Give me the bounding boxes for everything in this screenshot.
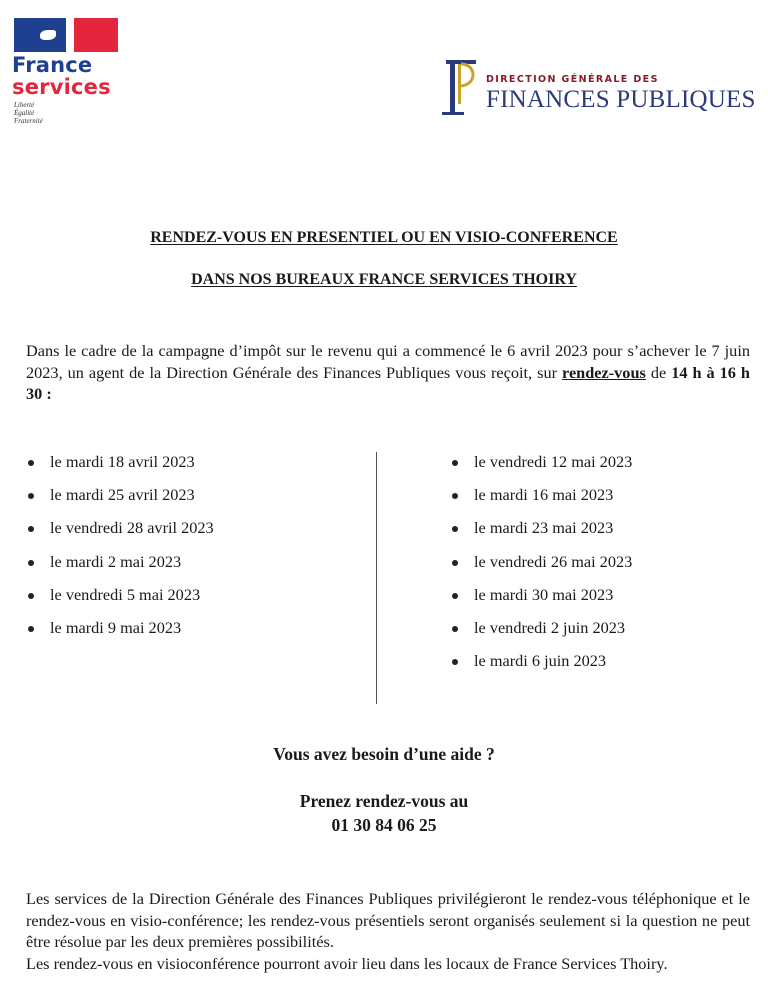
page-title: RENDEZ-VOUS EN PRESENTIEL OU EN VISIO-CONFERENCE bbox=[150, 229, 618, 246]
logo-word-france: France bbox=[12, 53, 93, 77]
dates-list-left bbox=[24, 450, 344, 649]
dates-list-right bbox=[448, 450, 748, 682]
rendez-vous-emphasis: rendez-vous bbox=[562, 362, 646, 382]
marianne-flag-icon bbox=[14, 18, 118, 52]
logo-word-services: services bbox=[12, 75, 111, 99]
france-services-logo bbox=[8, 14, 118, 124]
help-question: Vous avez besoin d’une aide ? bbox=[273, 744, 495, 764]
list-item: le vendredi 12 mai 2023 bbox=[448, 450, 748, 483]
help-instruction: Prenez rendez-vous au bbox=[299, 791, 469, 811]
column-divider bbox=[376, 452, 377, 704]
footer-paragraph-1: Les services de la Direction Générale des Finances Publiques privilégieront le rendez-vous téléphonique et le rendez-vous en visio-conférence; les rendez-vous présentiels seront organisés seulement si la question ne peut être résolue par les deux premières possibilités. bbox=[26, 889, 750, 951]
dgfip-f-emblem-icon bbox=[436, 56, 484, 120]
dgfip-line-direction: DIRECTION GÉNÉRALE DES bbox=[486, 74, 659, 85]
list-item: le mardi 16 mai 2023 bbox=[448, 483, 748, 516]
footer-notice bbox=[26, 888, 750, 974]
list-item: le mardi 23 mai 2023 bbox=[448, 516, 748, 549]
footer-paragraph-2: Les rendez-vous en visioconférence pourront avoir lieu dans les locaux de France Services Thoiry. bbox=[26, 953, 668, 973]
list-item: le vendredi 2 juin 2023 bbox=[448, 616, 748, 649]
list-item: le mardi 6 juin 2023 bbox=[448, 649, 748, 682]
list-item: le mardi 9 mai 2023 bbox=[24, 616, 344, 649]
dgfip-line-finances: FINANCES PUBLIQUES bbox=[486, 86, 756, 113]
list-item: le vendredi 26 mai 2023 bbox=[448, 550, 748, 583]
list-item: le mardi 30 mai 2023 bbox=[448, 583, 748, 616]
list-item: le mardi 2 mai 2023 bbox=[24, 550, 344, 583]
phone-number: 01 30 84 06 25 bbox=[331, 815, 437, 835]
page-subtitle: DANS NOS BUREAUX FRANCE SERVICES THOIRY bbox=[191, 271, 577, 288]
republic-motto: Liberté Égalité Fraternité bbox=[14, 101, 43, 125]
opening-hours: 14 h à 16 h 30 : bbox=[26, 362, 750, 403]
list-item: le mardi 25 avril 2023 bbox=[24, 483, 344, 516]
list-item: le vendredi 5 mai 2023 bbox=[24, 583, 344, 616]
intro-paragraph: Dans le cadre de la campagne d’impôt sur le revenu qui a commencé le 6 avril 2023 pour s’achever le 7 juin 2023, un agent de la Direction Générale des Finances Publiques vous reçoit, sur rendez-vous de 14 h à 16 h 30 : bbox=[26, 341, 750, 403]
list-item: le mardi 18 avril 2023 bbox=[24, 450, 344, 483]
list-item: le vendredi 28 avril 2023 bbox=[24, 516, 344, 549]
dgfip-logo bbox=[436, 56, 756, 120]
